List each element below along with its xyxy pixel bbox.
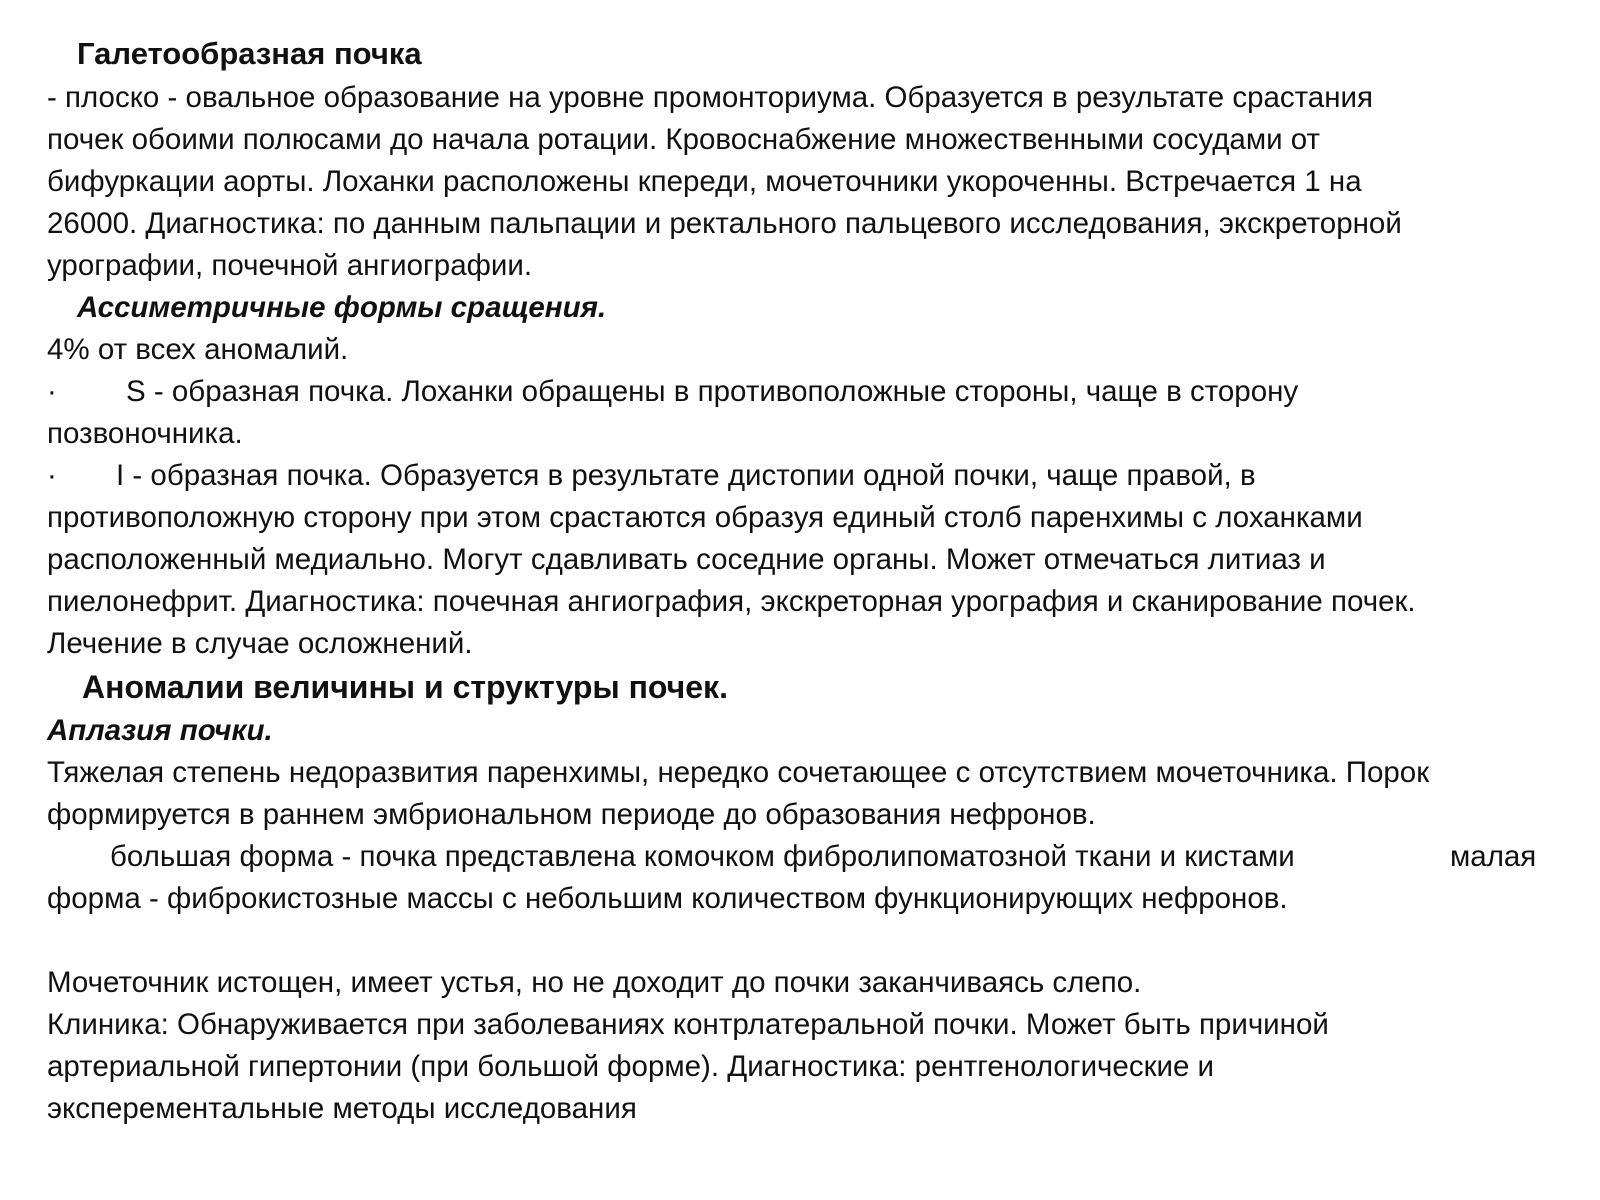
forms-small-start: малая <box>1450 840 1537 873</box>
bullet-i-line-1: I - образная почка. Образуется в результате дистопии одной почки, чаще правой, в <box>116 459 1256 492</box>
para-aplasia-line-1: Тяжелая степень недоразвития паренхимы, нередко сочетающее с отсутствием мочеточника. Порок <box>47 756 1430 789</box>
para-clinic-line-1: Клиника: Обнаруживается при заболеваниях контрлатеральной почки. Может быть причиной <box>47 1008 1329 1041</box>
heading-aplasia: Аплазия почки. <box>47 714 273 747</box>
heading-size-structure: Аномалии величины и структуры почек. <box>82 669 728 705</box>
heading-galet: Галетообразная почка <box>77 36 422 71</box>
bullet-i-line-2: противоположную сторону при этом срастаются образуя единый столб паренхимы с лоханками <box>47 501 1363 534</box>
para-clinic-line-3: эксперементальные методы исследования <box>47 1092 637 1125</box>
forms-line-2: форма - фиброкистозные массы с небольшим количеством функционирующих нефронов. <box>47 882 1288 915</box>
bullet-dot-s: · <box>47 375 57 408</box>
para-aplasia-line-2: формируется в раннем эмбриональном периоде до образования нефронов. <box>47 798 1096 831</box>
bullet-i-line-3: расположенный медиально. Могут сдавливать соседние органы. Может отмечаться литиаз и <box>47 543 1326 576</box>
para-galet-line-3: бифуркации аорты. Лоханки расположены кпереди, мочеточники укороченны. Встречается 1 на <box>47 165 1362 198</box>
para-ureter: Мочеточник истощен, имеет устья, но не доходит до почки заканчиваясь слепо. <box>47 966 1142 999</box>
para-galet-line-5: урографии, почечной ангиографии. <box>47 249 533 282</box>
bullet-s-line-1: S - образная почка. Лоханки обращены в противоположные стороны, чаще в сторону <box>126 375 1299 408</box>
forms-big: большая форма - почка представлена комочком фибролипоматозной ткани и кистами <box>110 840 1295 873</box>
para-clinic-line-2: артериальной гипертонии (при большой форме). Диагностика: рентгенологические и <box>47 1050 1215 1083</box>
heading-asymmetric: Ассиметричные формы сращения. <box>77 291 607 324</box>
bullet-i-line-4: пиелонефрит. Диагностика: почечная ангиография, экскреторная урография и сканирование почек. <box>47 585 1416 618</box>
bullet-dot-i: · <box>47 459 57 492</box>
para-galet-line-2: почек обоими полюсами до начала ротации. Кровоснабжение множественными сосудами от <box>47 123 1321 156</box>
bullet-i-line-5: Лечение в случае осложнений. <box>47 627 473 660</box>
para-galet-line-4: 26000. Диагностика: по данным пальпации и ректального пальцевого исследования, экскреторной <box>47 207 1402 240</box>
asym-percent: 4% от всех аномалий. <box>47 333 349 366</box>
bullet-s-line-2: позвоночника. <box>47 417 243 450</box>
para-galet-line-1: - плоско - овальное образование на уровне промонториума. Образуется в результате срастания <box>47 81 1373 114</box>
